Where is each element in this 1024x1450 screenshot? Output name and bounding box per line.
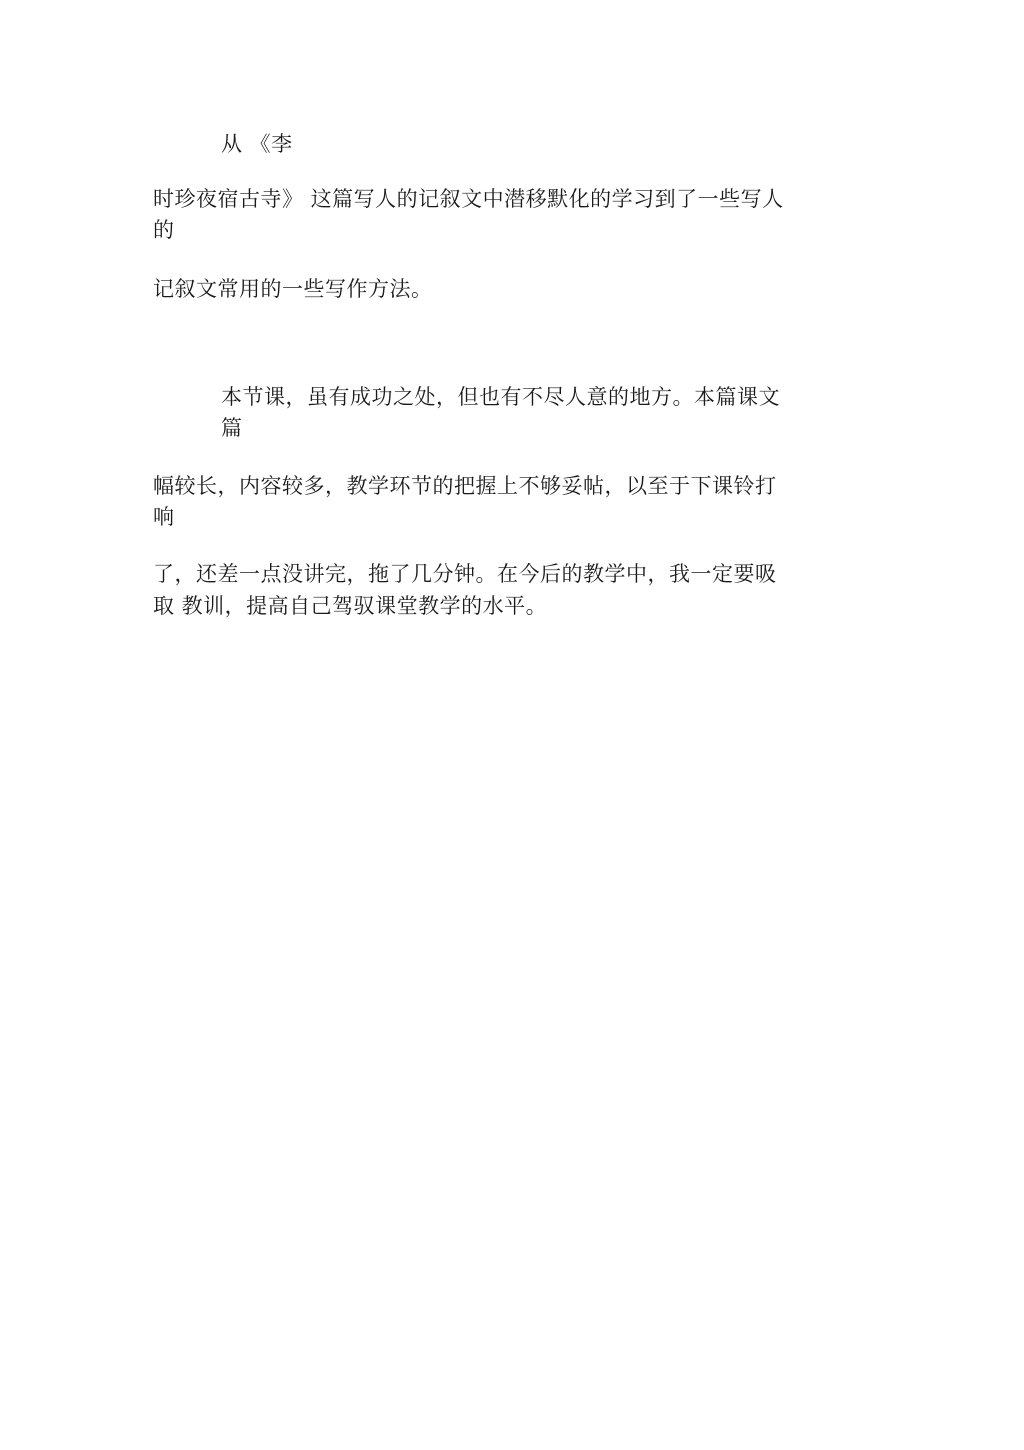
paragraph1-line1: 从 《李 (221, 132, 293, 156)
paragraph1-line3: 的 (153, 218, 175, 242)
paragraph2-line5: 了，还差一点没讲完，拖了几分钟。在今后的教学中，我一定要吸 (153, 562, 777, 586)
paragraph2-line6: 取 教训，提高自己驾驭课堂教学的水平。 (153, 594, 548, 618)
paragraph1-line2: 时珍夜宿古寺》 这篇写人的记叙文中潜移默化的学习到了一些写人 (153, 187, 784, 211)
paragraph2-line1: 本节课，虽有成功之处，但也有不尽人意的地方。本篇课文 (221, 385, 780, 409)
paragraph2-line3: 幅较长，内容较多，教学环节的把握上不够妥帖，以至于下课铃打 (153, 474, 777, 498)
paragraph2-line4: 响 (153, 505, 175, 529)
paragraph2-line2: 篇 (221, 416, 243, 440)
paragraph1-line4: 记叙文常用的一些写作方法。 (153, 277, 433, 301)
